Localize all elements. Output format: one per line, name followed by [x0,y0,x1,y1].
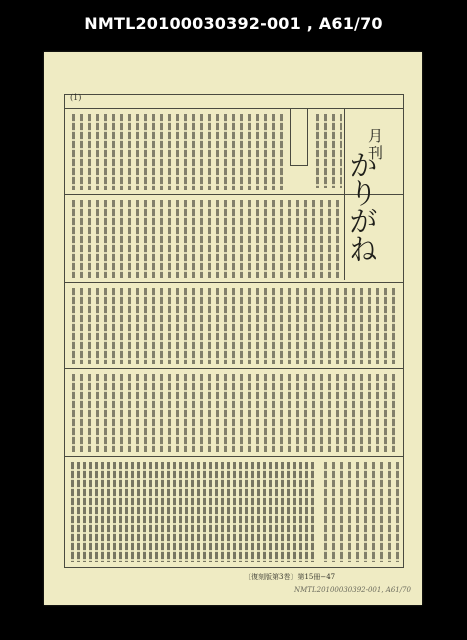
running-head-strip [64,92,404,106]
publication-note: 〔復刻版第3巻〕第15冊−47 [244,573,336,581]
masthead [344,108,405,280]
article-title-box [290,108,308,166]
article-text-column [322,462,400,562]
document-sheet [44,52,422,605]
article-text-column [70,462,316,562]
rule-band-2 [64,282,404,283]
handwritten-archive-code: NMTL20100030392-001, A61/70 [294,586,412,594]
article-text-column [70,288,400,364]
archive-id-label: NMTL20100030392-001 , A61/70 [84,14,383,33]
article-text-column [70,114,286,190]
rule-band-4 [64,456,404,457]
article-text-column [70,374,400,452]
masthead-title: かりがね [345,150,379,262]
rule-band-3 [64,368,404,369]
masthead-month-label: 月刊 [366,128,384,162]
page-number: (1) [70,93,82,102]
article-text-column [70,200,340,278]
article-text-column [314,114,342,188]
